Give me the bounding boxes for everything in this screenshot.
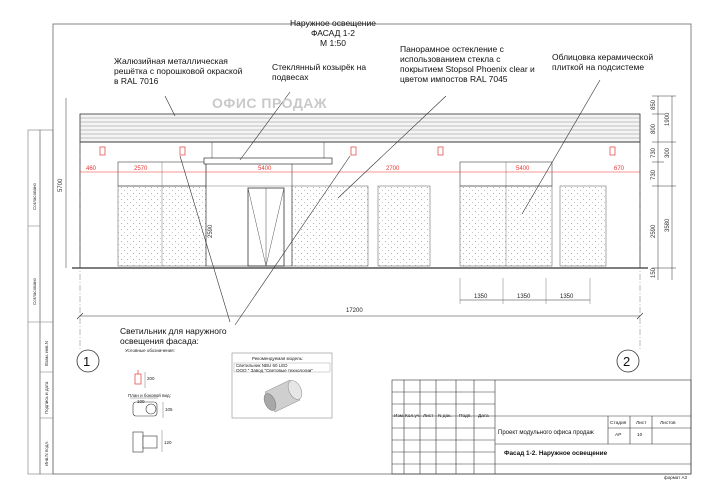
model-title: Рекомендуемая модель: [252, 356, 304, 361]
stamp-sheet-title: Фасад 1-2. Наружное освещение [504, 450, 608, 457]
callout-glazing-line: покрытием Stopsol Phoenix clear и [400, 64, 535, 74]
dim-right-a: 800 [651, 123, 657, 134]
callout-lamp-line: освещения фасада: [120, 336, 199, 346]
callout-grille-line: Жалюзийная металлическая [114, 56, 228, 66]
callout-glazing-line: Панорамное остекление с [400, 44, 504, 54]
legend-size: 200 [147, 376, 155, 381]
axis-label-left: 1 [83, 354, 91, 369]
dim-total-width: 17200 [346, 308, 363, 314]
dim-top: 5400 [258, 166, 272, 172]
facade-sign: ОФИС ПРОДАЖ [212, 95, 328, 111]
model-line: ООО " Завод "Световые технологии" [236, 367, 313, 373]
side-label-agreed: Согласовано [32, 182, 37, 210]
legend-plan-label: План и боковой вид: [128, 393, 171, 398]
stamp-col-sheets: Листов [660, 421, 676, 426]
legend-size: 105 [165, 407, 173, 412]
dim-top: 460 [86, 166, 97, 172]
callout-glazing-line: использованием стекла с [400, 54, 501, 64]
side-label-replacement: Взам. инв.N [44, 340, 49, 366]
title-line-2: ФАСАД 1-2 [310, 28, 356, 38]
axis-label-right: 2 [623, 354, 631, 369]
callout-lamp-line: Светильник для наружного [120, 326, 227, 336]
dim-top: 2570 [134, 166, 148, 172]
dim-door-height: 2590 [208, 224, 214, 238]
dim-total-height: 5700 [58, 178, 64, 192]
glass-canopy [204, 158, 332, 164]
callout-canopy-line: подвесах [272, 72, 309, 82]
drawing-title [278, 18, 388, 48]
callout-cladding-line: Облицовка керамической [552, 52, 654, 62]
dim-right-b: 1900 [665, 112, 671, 126]
dim-right-a: 2590 [651, 224, 657, 238]
side-label-signature: Подпись и дата [44, 381, 49, 414]
stamp-header: N док. [438, 414, 452, 419]
sheet-format: формат А3 [664, 475, 688, 480]
dim-right-b: 300 [665, 147, 671, 158]
dim-right-a: 730 [651, 169, 657, 180]
dim-bottom: 1350 [560, 294, 574, 300]
stamp-header: Подп. [459, 414, 472, 419]
callout-lamp [120, 326, 227, 346]
legend-size: 100 [137, 399, 145, 404]
stamp-header: Лист [423, 414, 434, 419]
dim-bottom: 1350 [474, 294, 488, 300]
side-label-inventory: Инв.N подл. [44, 440, 49, 466]
callout-cladding-line: плиткой на подсистеме [552, 62, 645, 72]
callout-cladding [552, 52, 653, 72]
dim-right-a: 150 [651, 267, 657, 278]
callout-canopy [272, 62, 366, 82]
dim-bottom: 1350 [517, 294, 531, 300]
stamp-col-stage: Стадия [610, 421, 627, 426]
dim-right-b: 3580 [665, 218, 671, 232]
callout-canopy-line: Стеклянный козырёк на [272, 62, 367, 72]
dim-right-a: 850 [651, 99, 657, 110]
stamp-project: Проект модульного офиса продаж [498, 430, 594, 436]
dim-top: 670 [614, 166, 625, 172]
callout-grille [114, 56, 242, 86]
side-label-agreed: Согласовано [32, 277, 37, 305]
stamp-col-sheet: Лист [636, 421, 647, 426]
callout-glazing-line: цветом импостов RAL 7045 [400, 74, 508, 84]
stamp-stage: АР [615, 433, 622, 438]
model-lines [236, 364, 313, 373]
stamp-header: Кол.уч. [405, 414, 421, 419]
stamp-sheet-no: 10 [637, 433, 643, 438]
legend-title: Условные обозначения: [125, 348, 175, 353]
title-block [392, 380, 691, 474]
callout-grille-line: в RAL 7016 [114, 76, 159, 86]
central-glazing [206, 162, 292, 266]
dim-top: 2700 [386, 166, 400, 172]
lamps [100, 147, 615, 155]
legend-lamp-symbols [135, 370, 141, 384]
dim-top: 5400 [516, 166, 530, 172]
stamp-header: Дата [478, 414, 489, 419]
title-line-3: М 1:50 [320, 38, 346, 48]
stamp-header: Изм. [394, 414, 405, 419]
dim-right-a: 730 [651, 147, 657, 158]
legend-plan-views [133, 402, 157, 452]
title-line-1: Наружное освещение [290, 18, 376, 28]
callout-grille-line: решётка с порошковой окраской [114, 66, 243, 76]
callout-glazing [400, 44, 535, 84]
legend-size: 120 [164, 440, 172, 445]
model-line: Светильник NBU 60 LED [236, 363, 288, 368]
